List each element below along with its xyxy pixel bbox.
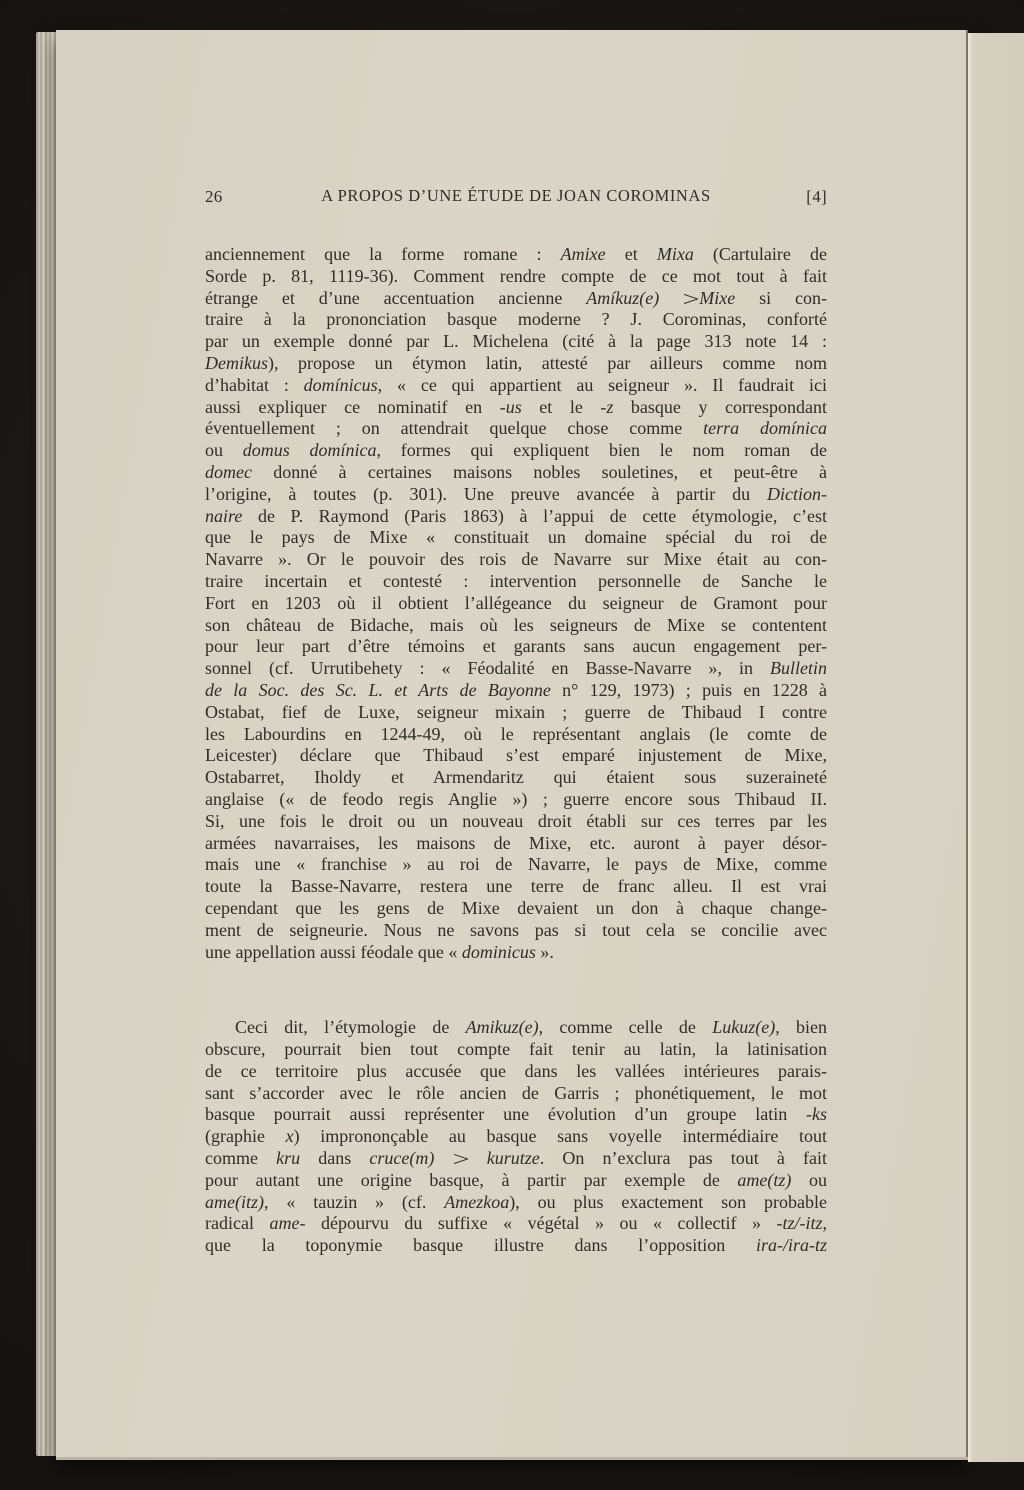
text-line: d’habitat : domínicus, « ce qui appartient au seigneur ». Il faudrait ici — [205, 374, 827, 395]
text-line: radical ame- dépourvu du suffixe « végétal » ou « collectif » -tz/-itz, — [205, 1213, 828, 1234]
text-line: anglaise (« de feodo regis Anglie ») ; guerre encore sous Thibaud II. — [205, 788, 827, 809]
text-line: Leicester) déclare que Thibaud s’est emparé injustement de Mixe, — [205, 745, 827, 766]
page-stack-edge — [36, 32, 58, 1456]
evolves-to-symbol: > — [451, 1147, 470, 1171]
text-line: anciennement que la forme romane : Amixe et Mixa (Cartulaire de — [205, 244, 827, 264]
header-section-marker: [4] — [806, 187, 827, 206]
text-line: de la Soc. des Sc. L. et Arts de Bayonne n° 129, 1973) ; puis en 1228 à — [205, 679, 828, 700]
text-line: Fort en 1203 où il obtient l’allégeance du seigneur de Gramont pour — [205, 592, 827, 613]
text-line: que le pays de Mixe « constituait un domaine spécial du roi de — [205, 527, 827, 548]
text-line: domec donné à certaines maisons nobles souletines, et peut-être à — [205, 461, 827, 482]
text-line: étrange et d’une accentuation ancienne Amíkuz(e) >Mixe si con- — [205, 288, 827, 310]
text-line: Ostabarret, Iholdy et Armendaritz qui étaient sous suzeraineté — [205, 767, 827, 788]
text-line: comme kru dans cruce(m) > kurutze. On n’exclura pas tout à fait — [205, 1148, 827, 1170]
text-line: obscure, pourrait bien tout compte fait tenir au latin, la latinisation — [205, 1039, 827, 1060]
text-line: que la toponymie basque illustre dans l’opposition ira-/ira-tz — [205, 1235, 827, 1256]
text-line: Sorde p. 81, 1119-36). Comment rendre compte de ce mot tout à fait — [205, 265, 827, 286]
text-line: ou domus domínica, formes qui expliquent bien le nom roman de — [205, 440, 828, 461]
facing-page-sliver — [968, 33, 1024, 1462]
text-line: cependant que les gens de Mixe devaient un don à chaque change- — [205, 897, 827, 918]
text-line: pour leur part d’être témoins et garants sans aucun engagement per- — [205, 636, 827, 657]
text-line: traire à la prononciation basque moderne ? J. Corominas, conforté — [205, 309, 827, 330]
text-line: basque pourrait aussi représenter une évolution d’un groupe latin -ks — [205, 1104, 827, 1125]
text-line: par un exemple donné par L. Michelena (cité à la page 313 note 14 : — [205, 331, 827, 352]
text-line: l’origine, à toutes (p. 301). Une preuve avancée à partir du Diction- — [205, 483, 827, 504]
page-header — [205, 186, 827, 210]
page-number: 26 — [205, 187, 223, 206]
text-line: une appellation aussi féodale que « dominicus ». — [205, 941, 554, 962]
text-line: sant s’accorder avec le rôle ancien de Garris ; phonétiquement, le mot — [205, 1082, 827, 1103]
text-line: les Labourdins en 1244-49, où le représentant anglais (le comte de — [205, 723, 827, 744]
text-line: sonnel (cf. Urrutibehety : « Féodalité en Basse-Navarre », in Bulletin — [205, 658, 827, 679]
running-title: A PROPOS D’UNE ÉTUDE DE JOAN COROMINAS — [321, 186, 711, 205]
text-line: Demikus), propose un étymon latin, attesté par ailleurs comme nom — [205, 352, 827, 373]
page-body-text — [205, 244, 827, 1257]
text-line: mais une « franchise » au roi de Navarre, le pays de Mixe, comme — [205, 854, 827, 875]
text-line: ame(itz), « tauzin » (cf. Amezkoa), ou plus exactement son probable — [205, 1191, 827, 1212]
text-line: Navarre ». Or le pouvoir des rois de Navarre sur Mixe était au con- — [205, 549, 827, 570]
text-line: de ce territoire plus accusée que dans les vallées intérieures parais- — [205, 1060, 827, 1081]
paragraph-2 — [205, 1017, 827, 1257]
text-line: aussi expliquer ce nominatif en -us et le -z basque y correspondant — [205, 396, 827, 417]
book-page — [56, 30, 968, 1457]
text-line: Si, une fois le droit ou un nouveau droit établi sur ces terres par les — [205, 810, 827, 831]
text-line: pour autant une origine basque, à partir par exemple de ame(tz) ou — [205, 1169, 828, 1190]
text-line: naire de P. Raymond (Paris 1863) à l’appui de cette étymologie, c’est — [205, 505, 827, 526]
text-line: Ceci dit, l’étymologie de Amikuz(e), comme celle de Lukuz(e), bien — [235, 1017, 827, 1038]
text-line: son château de Bidache, mais où les seigneurs de Mixe se contentent — [205, 614, 827, 635]
text-line: traire incertain et contesté : intervention personnelle de Sanche le — [205, 570, 827, 591]
evolves-to-symbol: > — [682, 286, 700, 310]
text-line: éventuellement ; on attendrait quelque chose comme terra domínica — [205, 418, 827, 439]
text-line: armées navarraises, les maisons de Mixe, etc. auront à payer désor- — [205, 832, 827, 853]
text-line: Ostabat, fief de Luxe, seigneur mixain ; guerre de Thibaud I contre — [205, 701, 827, 722]
text-line: ment de seigneurie. Nous ne savons pas si tout cela se concilie avec — [205, 919, 827, 940]
paragraph-1 — [205, 244, 827, 963]
text-line: toute la Basse-Navarre, restera une terre de franc alleu. Il est vrai — [205, 876, 827, 897]
text-line: (graphie x) imprononçable au basque sans voyelle intermédiaire tout — [205, 1126, 827, 1147]
